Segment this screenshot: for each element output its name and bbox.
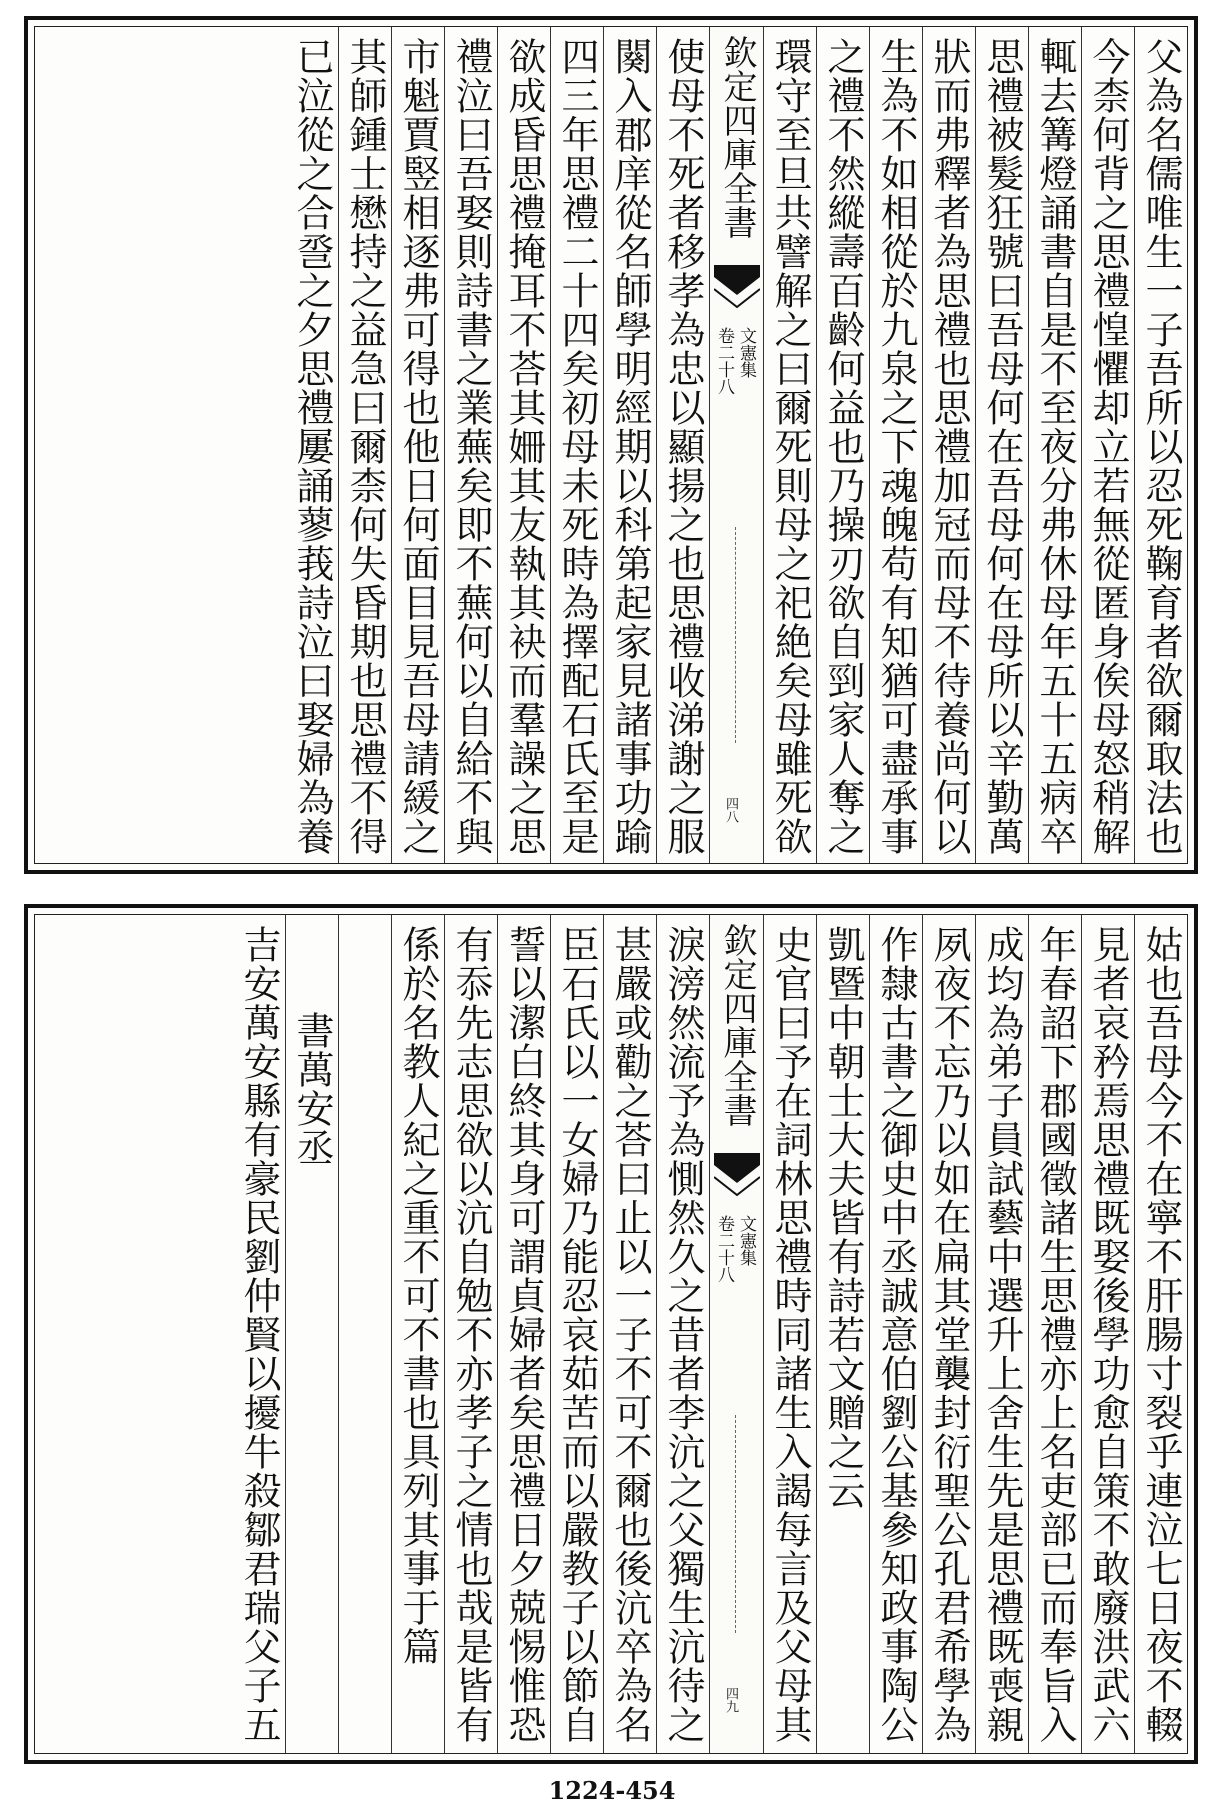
text-column: 思禮被髮狂號曰吾母何在吾母何在母所以辛勤萬 <box>975 27 1028 863</box>
text-column: 已泣從之合巹之夕思禮屢誦蓼莪詩泣曰娶婦為養 <box>290 37 334 856</box>
section-heading: 書萬安丞 <box>290 1011 334 1167</box>
lower-page <box>24 904 1198 1764</box>
lower-page-columns <box>35 915 1187 1753</box>
text-column: 禮泣曰吾娶則詩書之業蕪矣即不蕪何以自給不與 <box>444 27 497 863</box>
scan-footer-number: 1224-454 <box>548 1776 676 1805</box>
text-column: 之禮不然縱壽百齡何益也乃操刃欲自剄家人奪之 <box>816 27 869 863</box>
text-column: 輒去篝燈誦書自是不至夜分弗休母年五十五病卒 <box>1028 27 1081 863</box>
lower-page-frame <box>34 914 1188 1754</box>
collection-name: 文憲集 <box>736 1215 756 1266</box>
text-column: 其師鍾士懋持之益急曰爾柰何失昏期也思禮不得 <box>338 27 391 863</box>
juan-number: 卷二十八 <box>714 1215 734 1283</box>
text-column: 臣石氏以一女婦乃能忍哀茹苦而以嚴教子以節自 <box>550 915 603 1753</box>
text-column: 四三年思禮二十四矣初母未死時為擇配石氏至是 <box>550 27 603 863</box>
text-column: 生為不如相從於九泉之下魂魄苟有知猶可盡承事 <box>869 27 922 863</box>
collection-name: 文憲集 <box>736 327 756 378</box>
text-column: 凱暨中朝士大夫皆有詩若文贈之云 <box>816 915 869 1753</box>
text-column: 吉安萬安縣有豪民劉仲賢以擾牛殺鄒君瑞父子五 <box>237 925 281 1744</box>
text-column: 史官曰予在詞林思禮時同諸生入謁每言及父母其 <box>763 915 816 1753</box>
fish-tail-mark-icon <box>714 1153 760 1199</box>
fish-tail-mark-icon <box>714 265 760 311</box>
juan-number: 卷二十八 <box>714 327 734 395</box>
text-column: 見者哀矜焉思禮既娶後學功愈自策不敢廢洪武六 <box>1081 915 1134 1753</box>
text-column: 狀而弗釋者為思禮也思禮加冠而母不待養尚何以 <box>922 27 975 863</box>
text-column: 市魁賈竪相逐弗可得也他日何面目見吾母請緩之 <box>391 27 444 863</box>
section-heading-column <box>285 915 338 1753</box>
upper-page-frame <box>34 26 1188 864</box>
text-column: 作隸古書之御史中丞誠意伯劉公基參知政事陶公 <box>869 915 922 1753</box>
blank-column <box>338 915 391 1753</box>
text-column: 父為名儒唯生一子吾所以忍死鞠育者欲爾取法也 <box>1134 27 1187 863</box>
text-column: 係於名教人紀之重不可不書也具列其事于篇 <box>391 915 444 1753</box>
text-column: 甚嚴或勸之荅曰止以一子不可不爾也後沆卒為名 <box>603 915 656 1753</box>
fold-line <box>735 527 736 743</box>
text-column: 使母不死者移孝為忠以顯揚之也思禮收涕謝之服 <box>656 27 709 863</box>
text-column: 淚滂然流予為惻然久之昔者李沆之父獨生沆待之 <box>656 915 709 1753</box>
text-column: 欲成昏思禮掩耳不荅其姍其友執其袂而羣譟之思 <box>497 27 550 863</box>
fold-line <box>735 1415 736 1633</box>
page-number: 四八 <box>723 797 738 823</box>
book-title: 欽定四庫全書 <box>717 35 757 239</box>
upper-page <box>24 16 1198 874</box>
center-fold-column <box>709 27 763 863</box>
upper-page-columns <box>35 27 1187 863</box>
text-column: 年春詔下郡國徵諸生思禮亦上名吏部已而奉旨入 <box>1028 915 1081 1753</box>
text-column: 夙夜不忘乃以如在扁其堂襲封衍聖公孔君希學為 <box>922 915 975 1753</box>
text-column: 環守至旦共譬解之曰爾死則母之祀絶矣母雖死欲 <box>763 27 816 863</box>
text-column: 成均為弟子員試藝中選升上舍生先是思禮既喪親 <box>975 915 1028 1753</box>
text-column: 闋入郡庠從名師學明經期以科第起家見諸事功踰 <box>603 27 656 863</box>
center-fold-column <box>709 915 763 1753</box>
page-number: 四九 <box>723 1687 738 1713</box>
text-column: 姑也吾母今不在寧不肝腸寸裂乎連泣七日夜不輟 <box>1134 915 1187 1753</box>
text-column: 有忝先志思欲以沆自勉不亦孝子之情也哉是皆有 <box>444 915 497 1753</box>
text-column: 誓以潔白終其身可謂貞婦者矣思禮日夕兢惕惟恐 <box>497 915 550 1753</box>
text-column: 今柰何背之思禮惶懼却立若無從匿身俟母怒稍解 <box>1081 27 1134 863</box>
book-title: 欽定四庫全書 <box>717 923 757 1127</box>
